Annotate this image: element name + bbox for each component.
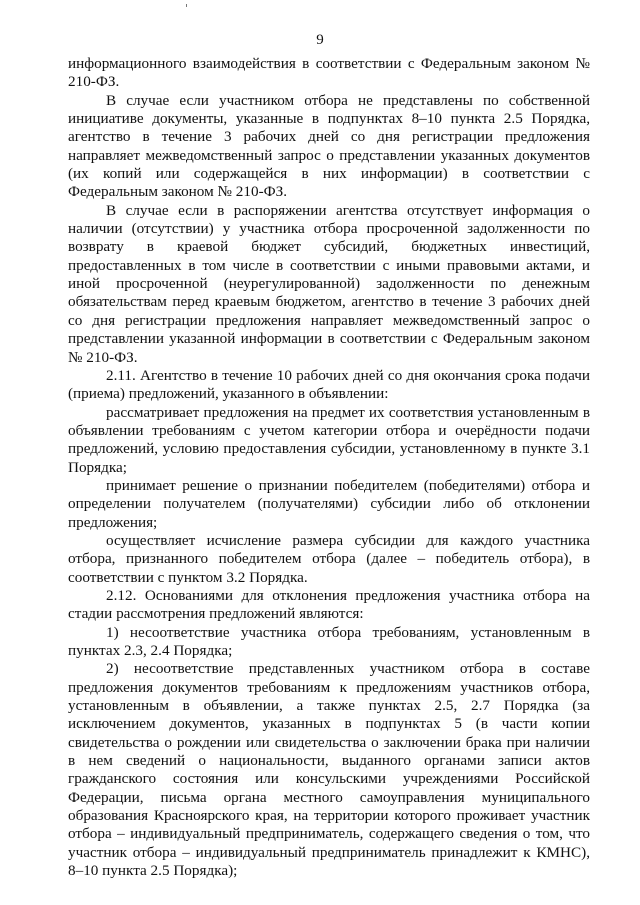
list-item-1: 1) несоответствие участника отбора требованиям, установленным в пунктах 2.3, 2.4 Порядка; <box>68 623 590 659</box>
list-item-2: 2) несоответствие представленных участником отбора в составе предложения документов требованиям к предложениям участников отбора, установленным в объявлении, а также пунктах 2.5, 2.7 Порядка (за исключением документов, указанных в подпунктах 5 (в части копии свидетельства о рождении или свидетельства о заключении брака при наличии в нем сведений о национальности, выданного органами записи актов гражданского состояния или консульскими учреждениями Российской Федерации, письма органа местного самоуправления муниципального образования Красноярского края, на территории которого проживает участник отбора – индивидуальный предприниматель, содержащего сведения о том, что участник отбора – индивидуальный предприниматель принадлежит к КМНС), 8–10 пункта 2.5 Порядка); <box>68 660 590 880</box>
page-number: 9 <box>316 32 324 48</box>
paragraph-documents-request: В случае если участником отбора не представлены по собственной инициативе документы, указанные в подпунктах 8–10 пункта 2.5 Порядка, агентство в течение 3 рабочих дней со дня регистрации предложения направляет межведомственный запрос о представлении указанных документов (их копий или содержащейся в них информации) в соответствии с Федеральным законом № 210-ФЗ. <box>68 91 590 201</box>
paragraph-subsidy-calculation: осуществляет исчисление размера субсидии для каждого участника отбора, признанного победителем отбора (далее – победитель отбора), в соответствии с пунктом 3.2 Порядка. <box>68 531 590 586</box>
scan-mark <box>186 4 187 7</box>
paragraph-debt-information: В случае если в распоряжении агентства отсутствует информация о наличии (отсутствии) у участника отбора просроченной задолженности по возврату в краевой бюджет субсидий, бюджетных инвестиций, предоставленных в том числе в соответствии с иными правовыми актами, и иной просроченной (неурегулированной) задолженности по денежным обязательствам перед краевым бюджетом, агентство в течение 3 рабочих дней со дня регистрации предложения направляет межведомственный запрос о представлении указанной информации в соответствии с Федеральным законом № 210-ФЗ. <box>68 201 590 366</box>
paragraph-2-11: 2.11. Агентство в течение 10 рабочих дней со дня окончания срока подачи (приема) предложений, указанного в объявлении: <box>68 366 590 403</box>
paragraph-2-12: 2.12. Основаниями для отклонения предложения участника отбора на стадии рассмотрения предложений являются: <box>68 586 590 623</box>
paragraph-winner-decision: принимает решение о признании победителем (победителями) отбора и определении получателем (получателями) субсидии либо об отклонении предложения; <box>68 476 590 531</box>
document-body <box>68 55 590 880</box>
paragraph-review-proposals: рассматривает предложения на предмет их соответствия установленным в объявлении требованиям с учетом категории отбора и очерёдности подачи предложений, условию предоставления субсидии, установленному в пункте 3.1 Порядка; <box>68 403 590 476</box>
paragraph-continuation: информационного взаимодействия в соответствии с Федеральным законом № 210-ФЗ. <box>68 55 590 91</box>
